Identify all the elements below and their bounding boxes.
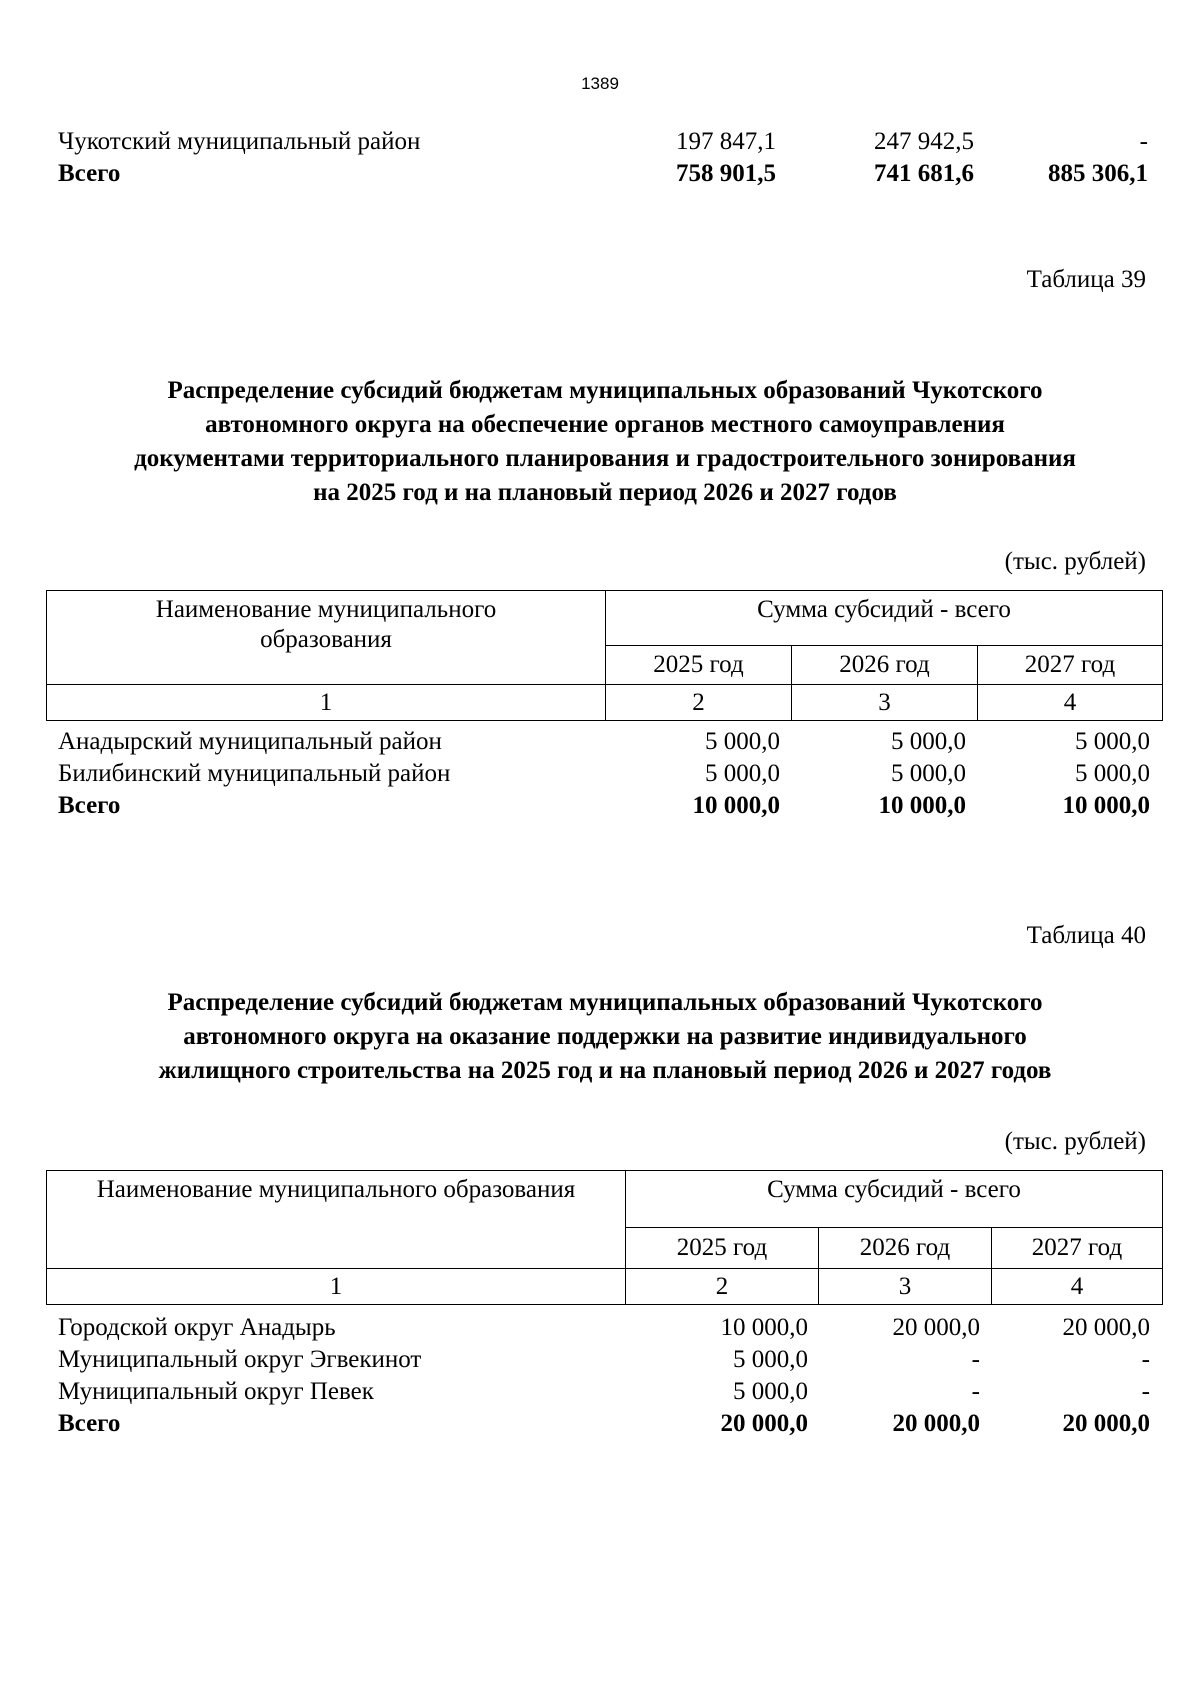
title-line: на 2025 год и на плановый период 2026 и 2027 годов — [313, 479, 897, 506]
row-name: Билибинский муниципальный район — [58, 760, 451, 787]
table-40-title — [40, 986, 1170, 1088]
total-label: Всего — [58, 792, 121, 819]
header-year-2025: 2025 год — [626, 1228, 819, 1269]
row-value-2027: - — [1141, 1378, 1150, 1405]
row-value-2027: - — [1139, 128, 1148, 155]
total-2026: 10 000,0 — [878, 792, 966, 819]
title-line: документами территориального планирования и градостроительного зонирования — [134, 445, 1076, 472]
col-number: 1 — [47, 685, 606, 721]
row-value-2027: - — [1141, 1346, 1150, 1373]
col-number: 1 — [47, 1269, 626, 1305]
row-value-2026: - — [971, 1378, 980, 1405]
row-name: Муниципальный округ Эгвекинот — [58, 1346, 422, 1373]
table-row — [0, 726, 1200, 758]
table-40-units: (тыс. рублей) — [1004, 1128, 1146, 1155]
col-number: 4 — [978, 685, 1163, 721]
col-number: 3 — [819, 1269, 992, 1305]
total-2027: 20 000,0 — [1062, 1410, 1150, 1437]
row-value-2025: 10 000,0 — [720, 1314, 808, 1341]
table-row — [0, 758, 1200, 790]
row-value-2026: 20 000,0 — [892, 1314, 980, 1341]
total-row — [0, 790, 1200, 822]
col-number: 2 — [626, 1269, 819, 1305]
row-value-2027: 5 000,0 — [1075, 728, 1150, 755]
header-name-column — [47, 591, 606, 685]
header-year-2027: 2027 год — [992, 1228, 1163, 1269]
header-year-2026: 2026 год — [792, 646, 978, 685]
page-number: 1389 — [581, 74, 619, 93]
row-value-2026: 5 000,0 — [891, 760, 966, 787]
table-40-header — [46, 1170, 1163, 1305]
total-2026: 20 000,0 — [892, 1410, 980, 1437]
header-year-2025: 2025 год — [606, 646, 792, 685]
header-sum-column: Сумма субсидий - всего — [606, 591, 1163, 646]
row-value-2026: - — [971, 1346, 980, 1373]
header-name-column: Наименование муниципального образования — [47, 1171, 626, 1269]
total-row — [0, 1408, 1200, 1440]
row-name: Чукотский муниципальный район — [58, 128, 421, 155]
row-value-2025: 5 000,0 — [733, 1378, 808, 1405]
row-value-2026: 5 000,0 — [891, 728, 966, 755]
table-row — [0, 126, 1200, 158]
total-2025: 758 901,5 — [676, 160, 776, 187]
header-year-2026: 2026 год — [819, 1228, 992, 1269]
total-2025: 20 000,0 — [720, 1410, 808, 1437]
total-label: Всего — [58, 160, 121, 187]
total-2025: 10 000,0 — [692, 792, 780, 819]
table-39-label: Таблица 39 — [1026, 266, 1146, 293]
row-value-2025: 197 847,1 — [676, 128, 776, 155]
table-row — [0, 1376, 1200, 1408]
row-name: Городской округ Анадырь — [58, 1314, 336, 1341]
title-line: жилищного строительства на 2025 год и на плановый период 2026 и 2027 годов — [158, 1057, 1052, 1084]
row-value-2027: 20 000,0 — [1062, 1314, 1150, 1341]
row-value-2025: 5 000,0 — [705, 760, 780, 787]
table-40-label: Таблица 40 — [1026, 922, 1146, 949]
header-name-line: Наименование муниципального — [155, 596, 497, 623]
row-value-2025: 5 000,0 — [733, 1346, 808, 1373]
title-line: автономного округа на обеспечение органов местного самоуправления — [205, 411, 1005, 438]
total-2027: 885 306,1 — [1048, 160, 1148, 187]
header-year-2027: 2027 год — [978, 646, 1163, 685]
header-sum-column: Сумма субсидий - всего — [626, 1171, 1163, 1228]
total-2026: 741 681,6 — [874, 160, 974, 187]
col-number: 2 — [606, 685, 792, 721]
table-39-header — [46, 590, 1163, 721]
row-name: Анадырский муниципальный район — [58, 728, 442, 755]
total-row — [0, 158, 1200, 190]
total-2027: 10 000,0 — [1062, 792, 1150, 819]
table-row — [0, 1344, 1200, 1376]
title-line: автономного округа на оказание поддержки на развитие индивидуального — [183, 1023, 1027, 1050]
title-line: Распределение субсидий бюджетам муниципальных образований Чукотского — [167, 377, 1043, 404]
row-value-2026: 247 942,5 — [874, 128, 974, 155]
row-name: Муниципальный округ Певек — [58, 1378, 374, 1405]
header-name-line: образования — [260, 626, 392, 653]
total-label: Всего — [58, 1410, 121, 1437]
table-39-title — [40, 374, 1170, 510]
table-39-units: (тыс. рублей) — [1004, 548, 1146, 575]
row-value-2025: 5 000,0 — [705, 728, 780, 755]
title-line: Распределение субсидий бюджетам муниципальных образований Чукотского — [167, 989, 1043, 1016]
table-row — [0, 1312, 1200, 1344]
row-value-2027: 5 000,0 — [1075, 760, 1150, 787]
col-number: 4 — [992, 1269, 1163, 1305]
col-number: 3 — [792, 685, 978, 721]
